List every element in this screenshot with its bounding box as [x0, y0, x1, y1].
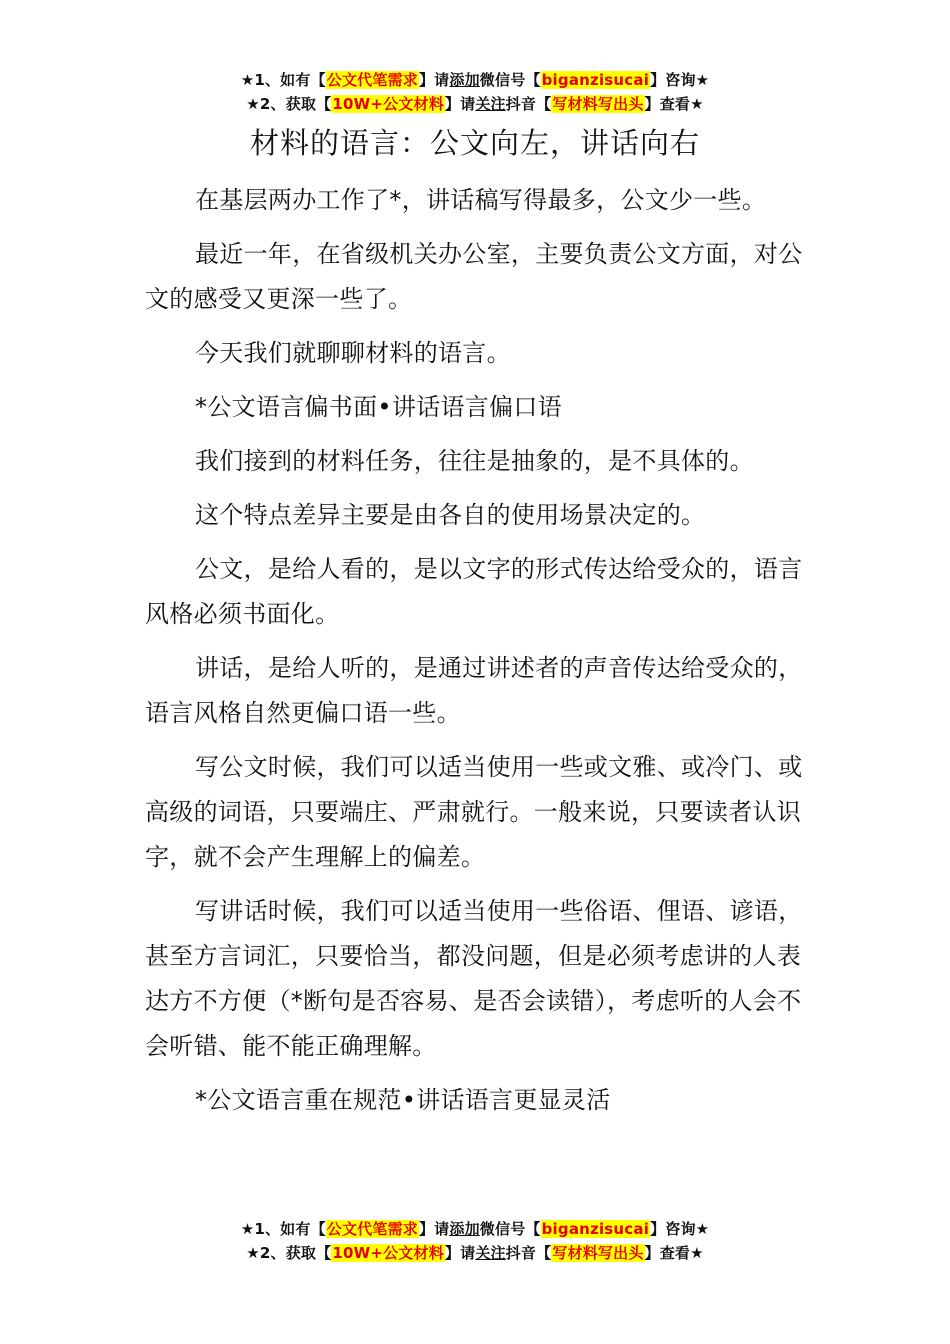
underlined-follow: 关注 — [475, 95, 506, 113]
highlight-douyin-account: 写材料写出头 — [552, 1244, 644, 1262]
highlight-wechat-id: biganzisucai — [541, 1220, 650, 1238]
underlined-follow: 关注 — [475, 1244, 506, 1262]
banner-text: 】请 — [418, 1220, 450, 1238]
banner-text: 】请 — [444, 1244, 476, 1262]
highlight-materials: 10W+公文材料 — [332, 95, 444, 113]
header-banner — [0, 68, 950, 116]
banner-text: 微信号【 — [479, 1220, 541, 1238]
highlight-service: 公文代笔需求 — [326, 1220, 418, 1238]
paragraph: 今天我们就聊聊材料的语言。 — [195, 339, 511, 367]
section-heading: *公文语言偏书面•讲话语言偏口语 — [195, 393, 562, 421]
banner-text: 】查看★ — [644, 95, 704, 113]
paragraph: 我们接到的材料任务，往往是抽象的，是不具体的。 — [195, 447, 754, 475]
document-title: 材料的语言：公文向左，讲话向右 — [249, 126, 700, 160]
paragraph: 最近一年，在省级机关办公室，主要负责公文方面，对公文的感受又更深一些了。 — [145, 240, 803, 313]
header-banner-line-2 — [0, 92, 950, 116]
paragraph: 这个特点差异主要是由各自的使用场景决定的。 — [195, 501, 706, 529]
banner-text: 】查看★ — [644, 1244, 704, 1262]
banner-text: ★2、获取【 — [246, 95, 332, 113]
banner-text: 】咨询★ — [650, 1220, 710, 1238]
banner-text: ★1、如有【 — [240, 1220, 326, 1238]
banner-text: ★1、如有【 — [240, 71, 326, 89]
underlined-add: 添加 — [449, 71, 480, 89]
highlight-wechat-id: biganzisucai — [541, 71, 650, 89]
paragraph: 写讲话时候，我们可以适当使用一些俗语、俚语、谚语，甚至方言词汇，只要恰当，都没问题，但是必须考虑讲的人表达方不方便（*断句是否容易、是否会读错），考虑听的人会不会听错、能不能正确理解。 — [145, 897, 803, 1060]
banner-text: 抖音【 — [505, 95, 552, 113]
highlight-douyin-account: 写材料写出头 — [552, 95, 644, 113]
section-heading: *公文语言重在规范•讲话语言更显灵活 — [195, 1086, 611, 1114]
paragraph: 公文，是给人看的，是以文字的形式传达给受众的，语言风格必须书面化。 — [145, 555, 803, 628]
footer-banner — [0, 1217, 950, 1265]
banner-text: 】咨询★ — [650, 71, 710, 89]
paragraph: 在基层两办工作了*，讲话稿写得最多，公文少一些。 — [195, 186, 767, 214]
paragraph: 写公文时候，我们可以适当使用一些或文雅、或冷门、或高级的词语，只要端庄、严肃就行。一般来说，只要读者认识字，就不会产生理解上的偏差。 — [145, 753, 803, 871]
footer-banner-line-1 — [0, 1217, 950, 1241]
banner-text: ★2、获取【 — [246, 1244, 332, 1262]
underlined-add: 添加 — [449, 1220, 480, 1238]
banner-text: 抖音【 — [505, 1244, 552, 1262]
highlight-service: 公文代笔需求 — [326, 71, 418, 89]
header-banner-line-1 — [0, 68, 950, 92]
paragraph: 讲话，是给人听的，是通过讲述者的声音传达给受众的，语言风格自然更偏口语一些。 — [145, 654, 803, 727]
banner-text: 微信号【 — [479, 71, 541, 89]
document-body — [145, 178, 820, 1132]
banner-text: 】请 — [418, 71, 450, 89]
highlight-materials: 10W+公文材料 — [332, 1244, 444, 1262]
footer-banner-line-2 — [0, 1241, 950, 1265]
banner-text: 】请 — [444, 95, 476, 113]
